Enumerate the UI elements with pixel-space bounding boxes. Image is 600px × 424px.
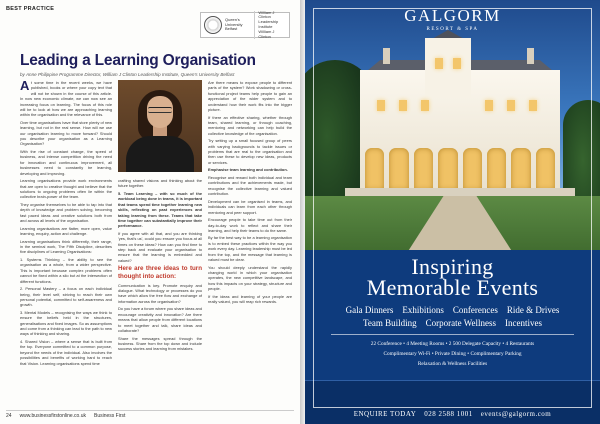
paragraph: Over time organisations have that store plenty of new learning, but not in the real sense. How will we use our organisation learning to move forward? Should you describe your organisation as a Learning Organisation? (20, 119, 112, 147)
enquire-label: ENQUIRE TODAY (353, 410, 417, 418)
author-photo (118, 80, 202, 172)
paragraph: By far the best way to be a learning organisation is to embed these practices within the way you work every day. Learning leadership must be led from the top, and the message that learning is valued must be clear. (208, 235, 292, 263)
galgorm-advert (305, 0, 600, 424)
paragraph: Emphasise team learning and contribution. (208, 167, 288, 173)
paragraph: Learning organisations think differently, their range, in the seminal work, The Fifth Discipline, describes five disciplines of Learning Organisations: (20, 238, 112, 255)
discipline-item: 1. Systems Thinking – the ability to see the organisation as a whole, from a wider perspective. This is important because complex problems often cannot be fixed within a silo but at the intersection of different functions. (20, 257, 112, 284)
feature-item: Exhibitions (402, 305, 444, 315)
paragraph: Share the messages spread through the business. Share from the top down and include success stories and learning from mistakes. (118, 335, 202, 352)
footer-url: www.businessfirstonline.co.uk (19, 413, 86, 419)
paragraph: Recognise and reward both individual and team contributions and the achievements made, but recognise the collective learning and valued contribution. (208, 175, 292, 197)
university-seal-icon (204, 16, 222, 34)
article-subhead: Here are three ideas to turn thought into action: (118, 265, 202, 280)
feature-item: Ride & Drives (506, 305, 560, 315)
footer-rule (6, 410, 294, 411)
article-column-1 (20, 80, 112, 368)
discipline-item: 4. Shared Vision – where a sense that is built from the top. Everyone committed to a common purpose, beyond the needs of the individual. Also involves the possibilities and benefits of working hard to reach that Vision. Learning organisations spend time (20, 339, 112, 366)
paragraph: t some time in the recent weeks, we have published, books or where your copy text that will not be shown in the course of this article. In now new economic climate, we can now see an increasing focus on learning. The focus of this role will be to look at how we are approaching learning within the organisation and the relevance of this. (20, 80, 112, 118)
galgorm-logo: GALGORM (404, 6, 501, 25)
paragraph: If there an effective sharing, whether through team, shared learning, or through coaching, mentoring and networking can help build the collective knowledge of the organisation. (208, 114, 292, 136)
feature-item: Conferences (452, 305, 498, 315)
paragraph: They organise themselves to be able to tap into that depth of knowledge and problem solving, becoming fast paced ideas and creative solutions both from and across all levels of the organisation. (20, 201, 112, 224)
ad-heading-line1: Inspiring (411, 254, 494, 279)
article-column-2 (118, 178, 202, 354)
logo-right-line2: Leadership Institute (258, 19, 279, 29)
feature-item: Team Building (363, 318, 417, 328)
paragraph: Learning organisations are flatter, more open, value learning, enquiry, action and challenge. (20, 225, 112, 237)
paragraph: Communication is key. Promote enquiry and dialogue. What technology or processes do you have which allow the free flow and exchange of information across the organisation? (118, 282, 202, 304)
paragraph: If you agree with all that, and you are thinking 'yes, that's us', could you ensure you focus at all times on these ideas? How can you find time to step back and evaluate your organisation to ensure that the learning is embedded and valued? (118, 230, 202, 263)
paragraph: crafting shared visions and thinking about the future together. (118, 178, 202, 189)
article-column-3 (208, 80, 292, 307)
section-label: BEST PRACTICE (6, 6, 55, 12)
logo-line2: Belfast (225, 26, 238, 32)
paragraph: Are there means to expose people to different parts of the system? Work shadowing or cross-functional project teams help people to gain an appreciation of the wider system and to understand how their work fits into the bigger picture. (208, 80, 292, 112)
page-footer (6, 413, 294, 419)
logo-line1: Queen's University (225, 17, 243, 27)
feature-item: Gala Dinners (345, 305, 394, 315)
logo-right-line1: William J Clinton (258, 9, 275, 20)
phone-number: 028 2588 1001 (424, 410, 473, 418)
article-byline: by Anne Philippine Programme Director, William J Clinton Leadership Institute, Queen's University Belfast (20, 72, 235, 77)
paragraph: Do you have a forum where you share ideas and encourage creativity and innovation? Are there means that allow people from different locations to meet together and talk, share ideas and collaborate? (118, 306, 202, 333)
ad-detail-line3: Relaxation & Wellness Facilities (417, 361, 488, 367)
paragraph: If the ideas and learning of your people are really valued, you will reap rich rewards. (208, 293, 292, 305)
discipline-item: 3. Mental Models – recognising the ways we think to ensure the beliefs held in the structures, generalisations and fixed images. So as assumptions and come from a thinking can lead to the path to new ways of thinking and sharing. (20, 309, 112, 337)
university-logo (200, 9, 290, 39)
feature-item: Corporate Wellness (425, 318, 496, 328)
footer-issue: Business First (93, 413, 126, 419)
feature-item: Incentives (504, 318, 542, 328)
discipline-item: 2. Personal Mastery – a focus on each individual being, their level self, striving to reach their own personal potential, committed to self-awareness and growth. (20, 286, 112, 308)
drop-cap: A (20, 78, 30, 93)
logo-right-line3: William J Clinton (258, 28, 275, 39)
paragraph: Try setting up a small focused group of peers with varying backgrounds to tackle issues or problems that are real to the organisation and then use these to develop new ideas, products or services. (208, 138, 292, 165)
paragraph: With the rise of constant change, the speed of business, and intense competition driving the need for innovation and continuous improvement, all businesses need to constantly be learning, developing and improving. (20, 149, 112, 176)
paragraph: 5. Team Learning – with so much of the workload being done in teams, it is important that teams spend time together learning new skills, reflecting on past experiences and taking learning from these. Teams that take time together can substantially improve their performance. (118, 190, 202, 229)
email-address: events@galgorm.com (480, 410, 552, 418)
contact-row (305, 410, 600, 418)
ad-detail-line1: 22 Conference • 4 Meeting Rooms • 2 500 Delegate Capacity • 4 Restaurants (370, 341, 535, 347)
ad-detail-line2: Complimentary Wi-Fi • Private Dining • Complimentary Parking (383, 351, 522, 357)
page-number: 24 (6, 413, 12, 419)
paragraph: You should deeply understand the rapidly changing world in which your organisation operates, the new competitive landscape, and how this impacts on your strategy, structure and people. (208, 264, 292, 292)
paragraph: Development can be organised in teams, and individuals can learn from each other through mentoring and peer support. (208, 198, 292, 215)
paragraph: Learning organisations provide work environments that are open to creative thought and believe that the solutions to ongoing problems often lie within the collective brain-power of the team. (20, 178, 112, 200)
paragraph: Encourage people to take time out from their day-to-day work to reflect and share their learning, and help their teams to do the same. (208, 217, 292, 233)
galgorm-logo-subtitle: RESORT & SPA (426, 27, 479, 32)
ad-border-frame (313, 8, 592, 408)
article-headline: Leading a Learning Organisation (20, 52, 256, 69)
ad-heading-line2: Memorable Events (366, 275, 539, 300)
